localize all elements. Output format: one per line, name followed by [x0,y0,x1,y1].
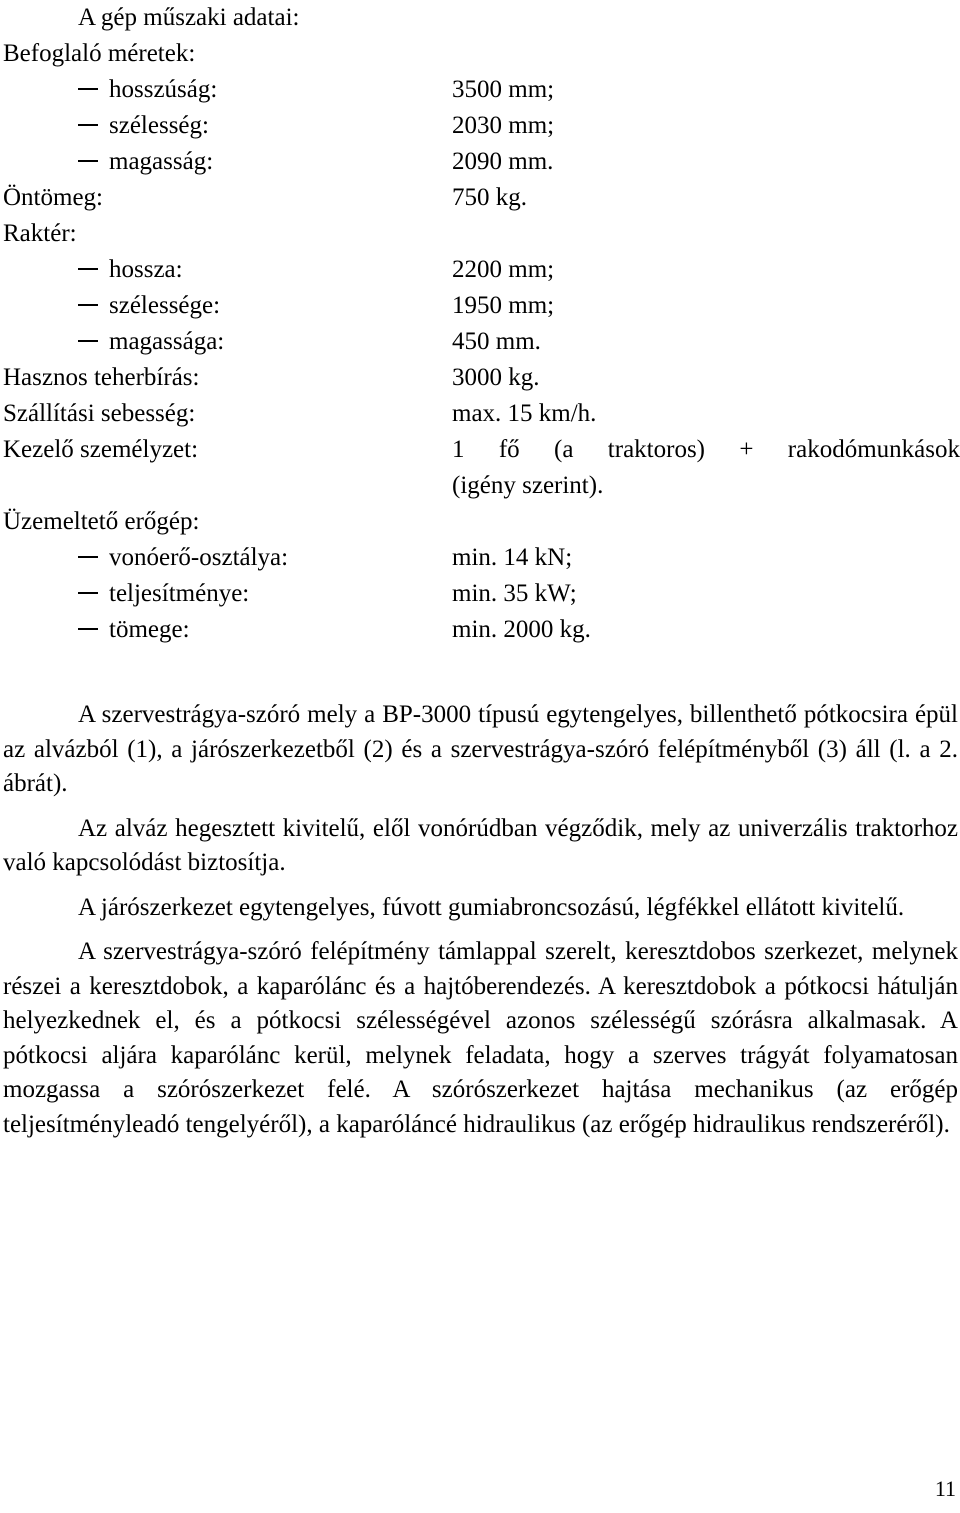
spec-label-text: hosszúság: [109,76,218,103]
spec-value: 450 mm. [452,328,541,355]
spec-value: 2090 mm. [452,148,554,175]
body-text [3,698,958,1152]
spec-label [3,432,198,468]
spec-value: 3000 kg. [452,364,540,391]
spec-title: A gép műszaki adatai: [78,4,300,31]
spec-value: 2200 mm; [452,256,555,283]
dash-bullet-icon [78,340,98,342]
spec-row [3,288,958,324]
spec-row [3,612,958,648]
dash-bullet-icon [78,592,98,594]
spec-label [78,252,183,288]
spec-label [78,72,217,108]
spec-label-text: szélesség: [109,112,209,139]
paragraph: A szervestrágya-szóró mely a BP-3000 típusú egytengelyes, billenthető pótkocsira épül az alvázból (1), a járószerkezetből (2) és a szervestrágya-szóró felépítményből (3) áll (l. a 2. ábrát). [3,701,958,797]
spec-label-text: vonóerő-osztálya: [109,544,289,571]
dash-bullet-icon [78,124,98,126]
spec-label-text: szélessége: [109,292,221,319]
paragraph: A szervestrágya-szóró felépítmény támlappal szerelt, keresztdobos szerkezet, melynek részei a keresztdobok, a kaparólánc és a hajtóberendezés. A keresztdobok a pótkocsi hátulján helyezkednek el, és a pótkocsi szélességével azonos szélességű szórásra alkalmasak. A pótkocsi aljára kaparólánc kerül, melynek feladata, hogy a szerves trágyát folyamatosan mozgassa a szórószerkezet felé. A szórószerkezet hajtása mechanikus (az erőgép teljesítményleadó tengelyéről), a kaparóláncé hidraulikus (az erőgép hidraulikus rendszeréről). [3,938,958,1138]
spec-label-text: Raktér: [3,220,77,247]
paragraph: A járószerkezet egytengelyes, fúvott gumiabroncsozású, légfékkel ellátott kivitelű. [78,893,905,921]
spec-list [3,0,958,648]
dash-bullet-icon [78,628,98,630]
spec-label-text: tömege: [109,616,190,643]
spec-label [78,108,209,144]
spec-row [3,36,958,72]
spec-row [3,360,958,396]
spec-label-text: Befoglaló méretek: [3,40,196,67]
spec-label-text: Szállítási sebesség: [3,400,196,427]
spec-label [78,288,220,324]
spec-label [3,36,195,72]
spec-row [3,504,958,540]
spec-value: min. 35 kW; [452,580,577,607]
dash-bullet-icon [78,304,98,306]
spec-value: min. 14 kN; [452,544,573,571]
spec-value: (igény szerint). [452,472,604,499]
spec-row [3,252,958,288]
spec-label [78,612,190,648]
dash-bullet-icon [78,88,98,90]
spec-row [3,432,958,468]
dash-bullet-icon [78,268,98,270]
spec-row [3,180,958,216]
spec-value: 2030 mm; [452,112,555,139]
spec-label [78,540,288,576]
spec-row [3,108,958,144]
spec-label [78,576,249,612]
spec-value: 3500 mm; [452,76,555,103]
dash-bullet-icon [78,160,98,162]
spec-row [3,72,958,108]
spec-row [3,144,958,180]
spec-title-row [3,0,958,36]
spec-label [3,216,77,252]
spec-label [78,324,224,360]
paragraph: Az alváz hegesztett kivitelű, elől vonórúdban végződik, mely az univerzális traktorhoz való kapcsolódást biztosítja. [3,814,958,876]
spec-value: max. 15 km/h. [452,400,597,427]
spec-row [3,396,958,432]
spec-label-text: hossza: [109,256,183,283]
spec-label-text: magasság: [109,148,214,175]
spec-label [3,396,195,432]
spec-row [3,468,958,504]
spec-row [3,576,958,612]
spec-label [3,180,103,216]
spec-label-text: Üzemeltető erőgép: [3,508,200,535]
spec-row [3,540,958,576]
spec-label-text: magassága: [109,328,225,355]
spec-value: 750 kg. [452,184,527,211]
spec-row [3,216,958,252]
spec-value: min. 2000 kg. [452,616,591,643]
spec-value: 1950 mm; [452,292,555,319]
spec-label [78,144,213,180]
spec-label [3,360,199,396]
spec-label-text: Öntömeg: [3,184,103,211]
spec-label-text: teljesítménye: [109,580,250,607]
spec-label-text: Kezelő személyzet: [3,436,199,463]
spec-label [3,504,199,540]
spec-label-text: Hasznos teherbírás: [3,364,200,391]
dash-bullet-icon [78,556,98,558]
spec-value: 1 fő (a traktoros) + rakodómunkások [452,436,960,463]
spec-row [3,324,958,360]
page-number: 11 [934,1476,956,1501]
